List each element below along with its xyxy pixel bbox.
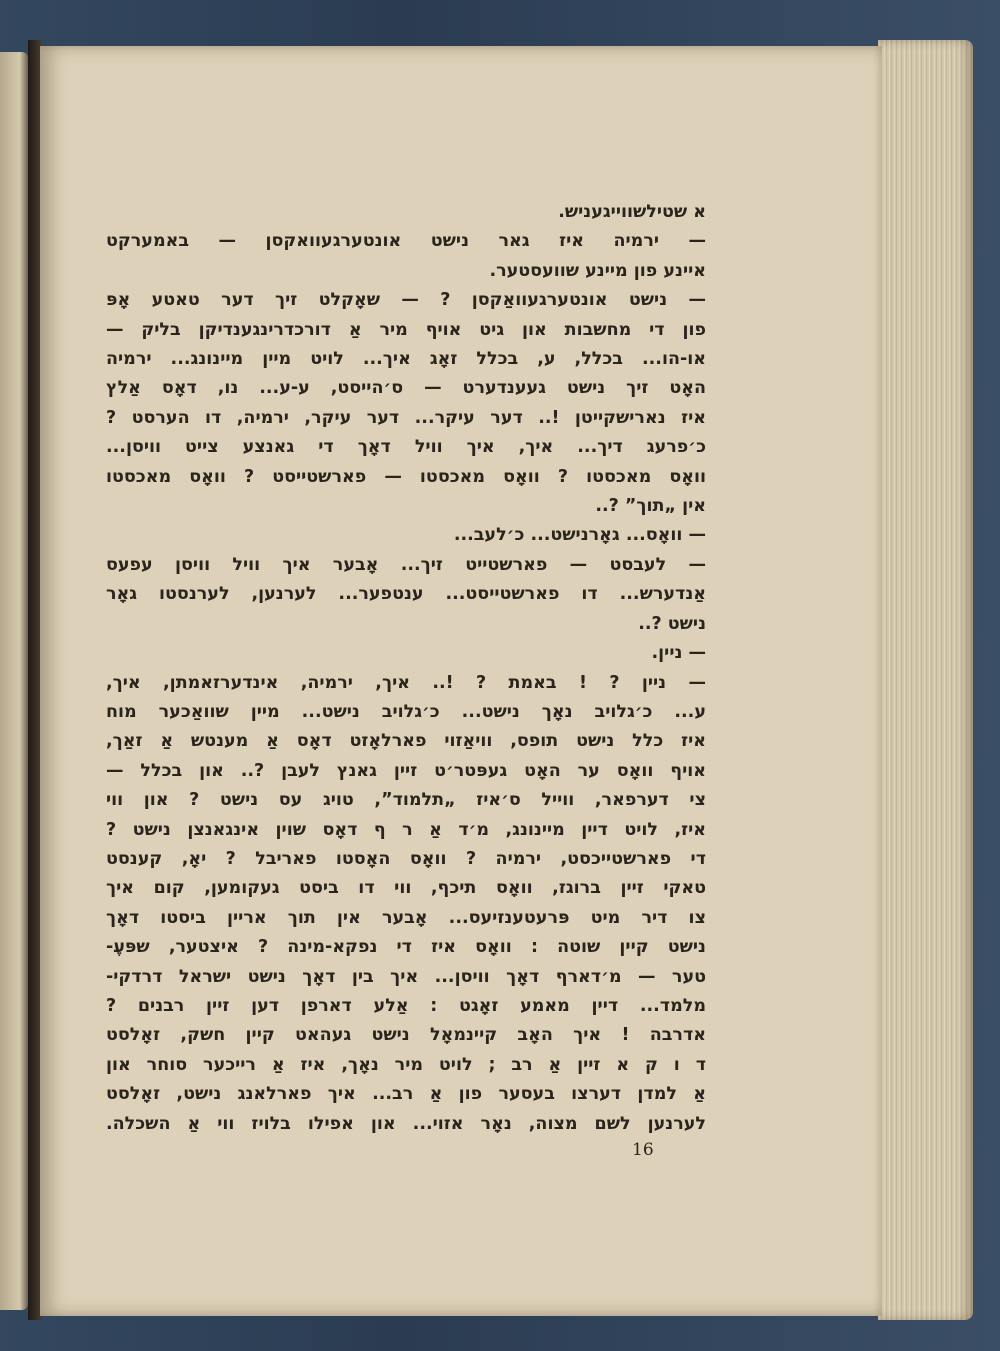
text-line: נישט קיין שוטה : וואָס איז די נפקא-מינה ? איצטער, שפּעֶ- (106, 937, 706, 958)
text-line: פון די מחשבות און גיט אויף מיר אַ דורכדרינגענדיקן בליק — (106, 319, 706, 340)
text-line: האָט זיך נישט געענדערט — ס׳הייסט, ע-ע... נו, דאָס אַלץ (106, 378, 706, 399)
text-line: איז, לויט דיין מיינונג, מ׳ד אַ ר ף דאָס שוין אינגאנצן נישט ? (106, 819, 706, 840)
text-line: ע... כ׳גלויב נאָך נישט... כ׳גלויב נישט... מיין שוואַכער מוח (106, 701, 706, 722)
text-line: די פארשטייכסט, ירמיה ? וואָס האָסטו פאריבל ? יאָ, קענסט (106, 848, 706, 869)
text-line: או-הו... בכלל, ע, בכלל זאָג איך... לויט מיין מיינונג... ירמיה (106, 349, 706, 370)
text-line: — וואָס... גאָרנישט... כ׳לעב... (453, 525, 706, 546)
text-line: אַ למדן דערצו בעסער פון אַ רב... איך פארלאנג נישט, זאָלסט (106, 1084, 706, 1105)
text-line: א שטילשווייגעניש. (558, 202, 706, 222)
page-text (106, 198, 706, 1139)
text-line: אדרבה ! איך האָב קיינמאָל נישט געהאט קיין חשק, זאָלסט (106, 1025, 706, 1046)
text-line: איז כלל נישט תופס, וויאַזוי פארלאָזט דאָס אַ מענטש אַ זאַך, (106, 731, 706, 752)
text-line: נישט ?.. (638, 613, 706, 634)
text-line: ד ו ק א זיין אַ רב ; לויט מיר נאָך, איז אַ רייכער סוחר און (106, 1054, 706, 1075)
previous-page-edge (0, 52, 28, 1310)
text-line: — לעבסט — פארשטייט זיך... אָבער איך וויל וויסן עפעס (106, 554, 706, 575)
text-line: איז נארישקייטן !.. דער עיקר... דער עיקר, ירמיה, דו הערסט ? (106, 407, 706, 428)
page-stack-edges (878, 40, 973, 1320)
text-line: טאקי זיין ברוגז, וואָס תיכף, ווי דו ביסט געקומען, קום איך (106, 878, 706, 899)
text-line: אין „תוך” ?.. (595, 496, 706, 517)
text-line: אַנדערש... דו פארשטייסט... ענטפער... לערנען, לערנסטו גאָר (106, 584, 706, 605)
text-line: אויף וואָס ער האָט געפּטר׳ט זיין גאנץ לעבן ?.. און בכלל — (106, 760, 706, 781)
text-line: איינע פון מיינע שוועסטער. (489, 260, 706, 281)
page-number: 16 (632, 1140, 654, 1160)
text-line: — ירמיה איז גאר נישט אונטערגעוואקסן — באמערקט (106, 231, 706, 252)
text-line: לערנען לשם מצוה, נאָר אזוי... און אפילו בלויז ווי אַ השכלה. (106, 1113, 706, 1134)
text-line: צו דיר מיט פּרעטענזיעס... אָבער אין תוך אריין ביסטו דאָך (106, 907, 706, 928)
text-line: וואָס מאכסטו ? וואָס מאכסטו — פארשטייסט ? וואָס מאכסטו (106, 466, 706, 487)
text-line: — ניין. (651, 643, 706, 664)
text-line: — ניין ? ! באמת ? !.. איך, ירמיה, אינדערזאמתן, איך, (106, 672, 706, 693)
text-line: צי דערפאר, ווייל ס׳איז „תלמוד”, טויג עס נישט ? און ווי (106, 790, 706, 811)
text-line: מלמד... דיין מאמע זאָגט : אַלע דארפן דען זיין רבנים ? (106, 995, 706, 1016)
text-line: — נישט אונטערגעוואַקסן ? — שאָקלט זיך דער טאטע אָפּ (106, 290, 706, 311)
text-line: כ׳פרעג דיך... איך, איך וויל דאָך די גאנצע צייט וויסן... (106, 437, 706, 458)
text-line: טער — מ׳דארף דאָך וויסן... איך בין דאָך נישט ישראל דרדקי- (106, 966, 706, 987)
